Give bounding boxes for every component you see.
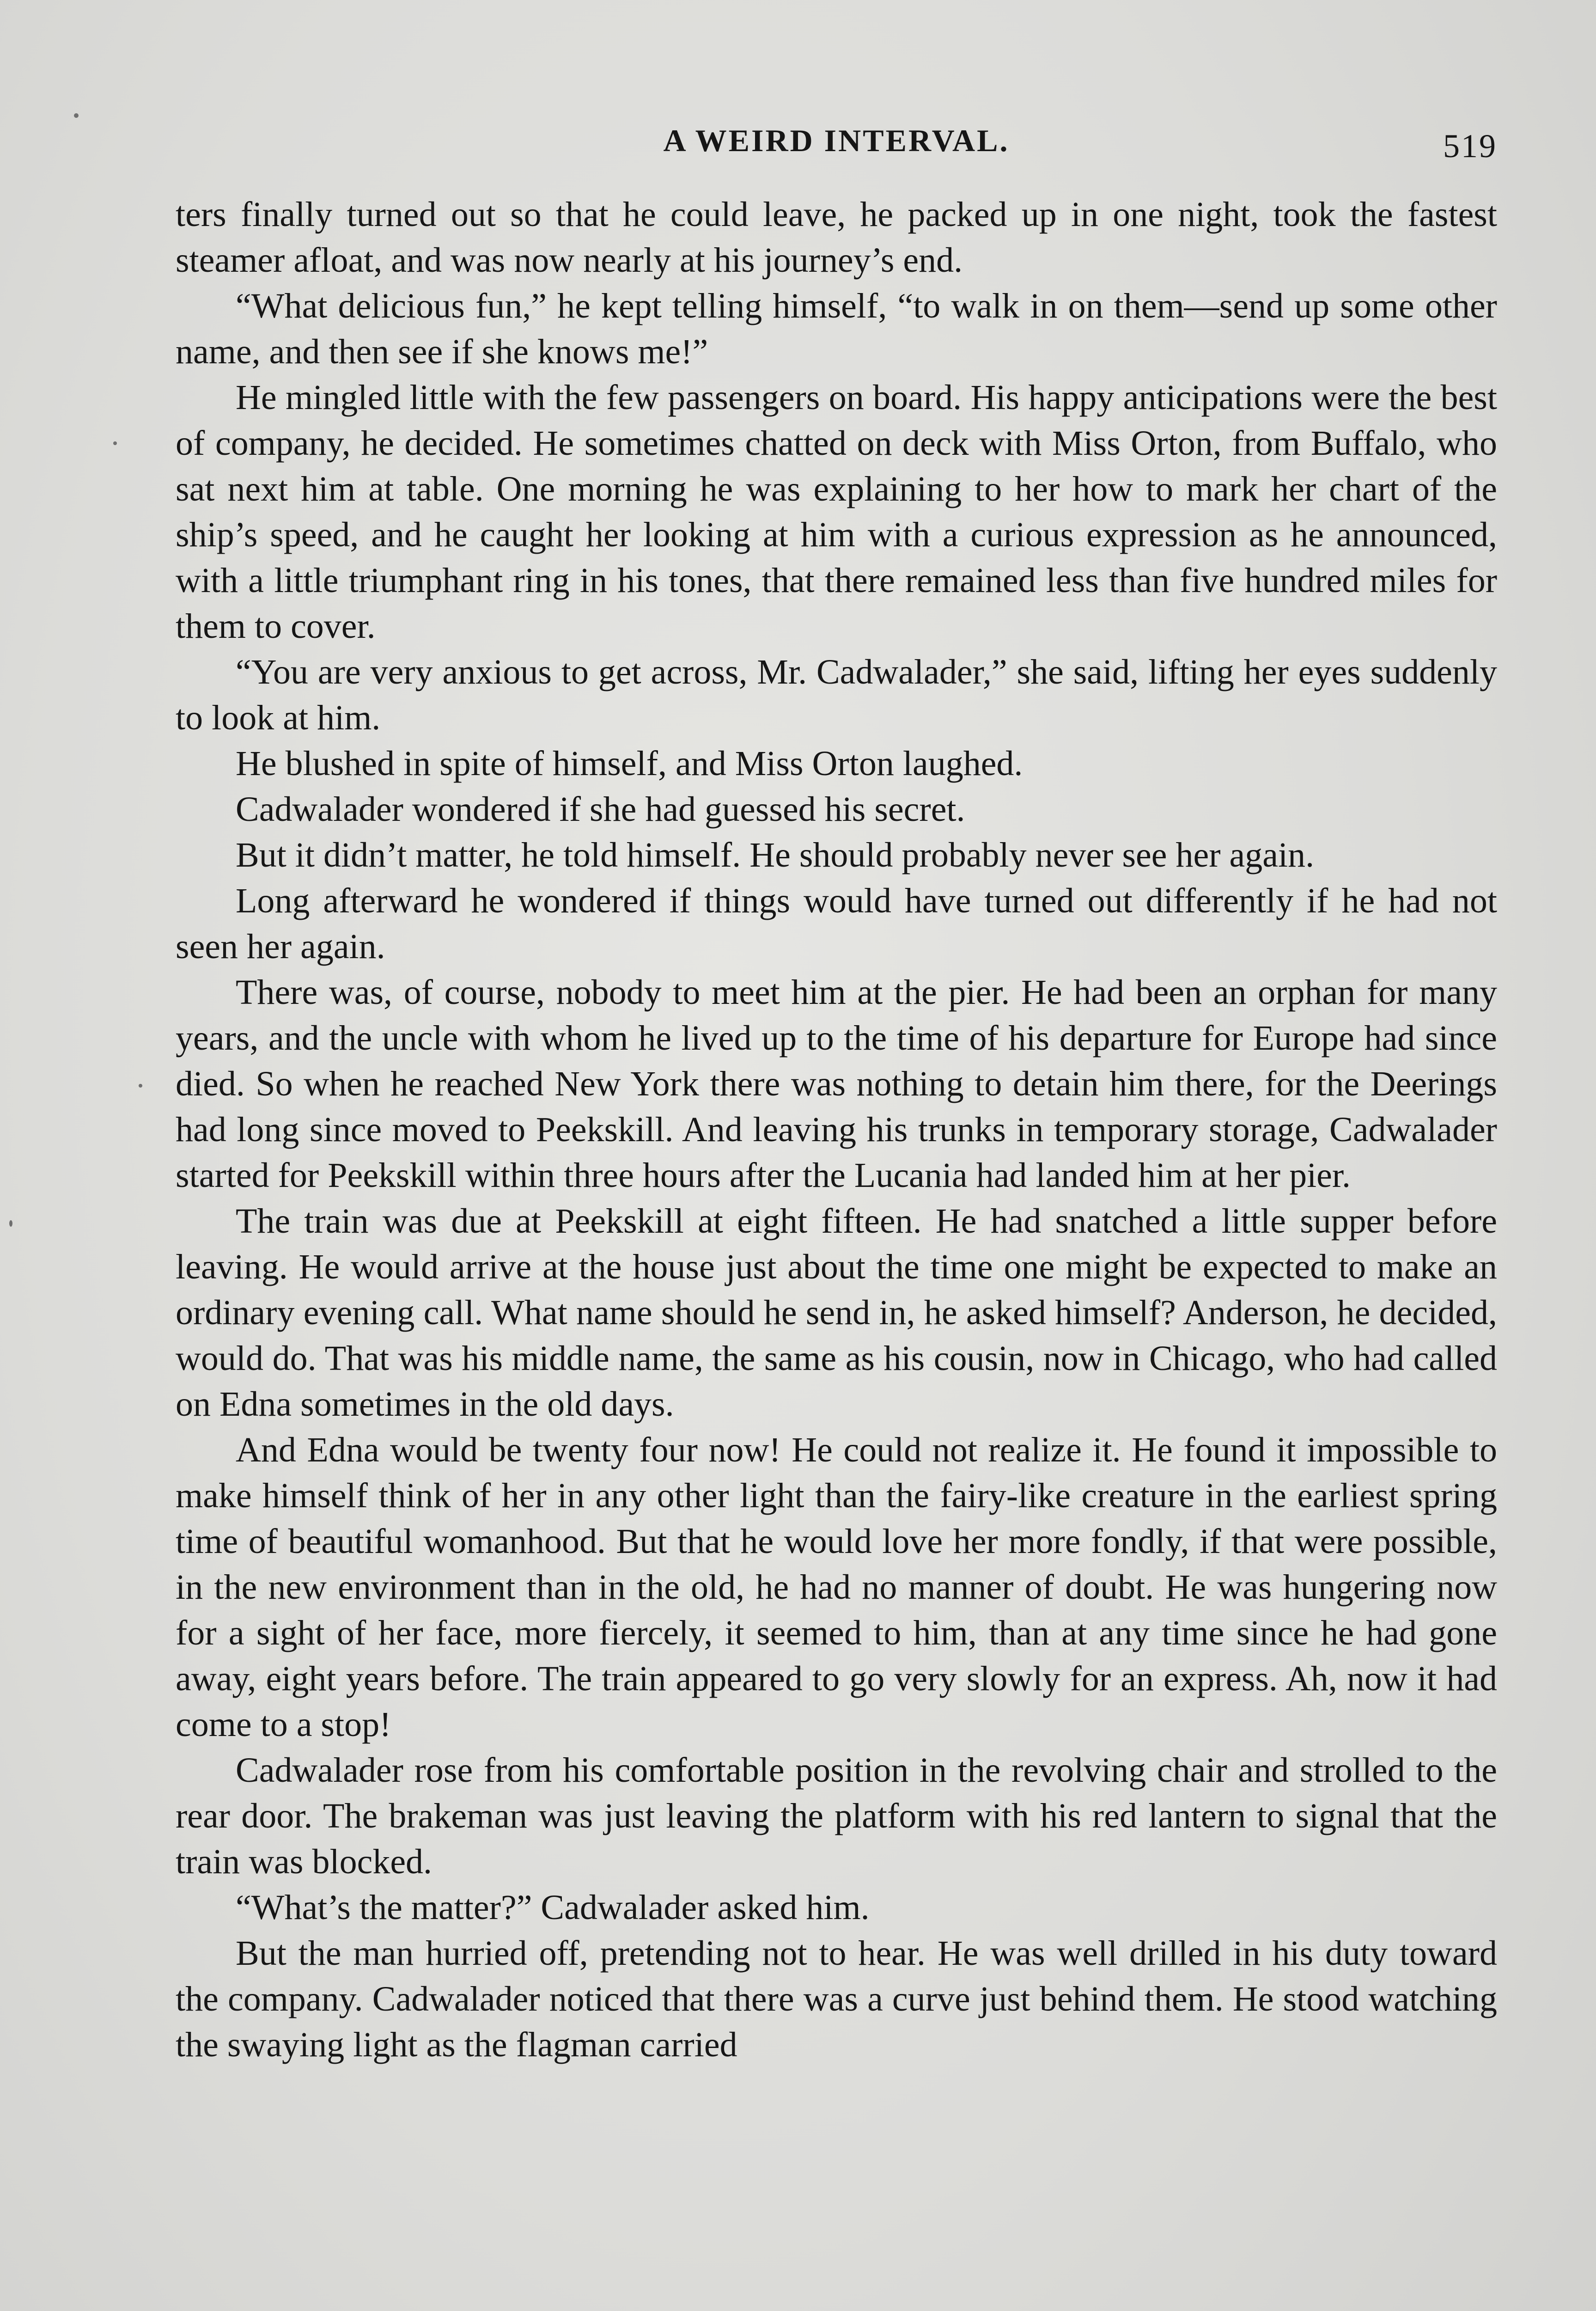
paragraph: “You are very anxious to get across, Mr. Cadwalader,” she said, lifting her eyes suddenly to look at him. [176, 653, 1497, 737]
paragraph: But it didn’t matter, he told himself. He should probably never see her again. [236, 836, 1315, 874]
paragraph: Cadwalader rose from his comfortable position in the revolving chair and strolled to the rear door. The brakeman was just leaving the platform with his red lantern to signal that the train was blocked. [176, 1751, 1497, 1881]
print-speck [113, 441, 117, 445]
print-speck [139, 1084, 142, 1088]
paragraph: And Edna would be twenty four now! He could not realize it. He found it impossible to make himself think of her in any other light than the fairy-like creature in the earliest spring time of beautiful womanhood. But that he would love her more fondly, if that were possible, in the new environment than in the old, he had no manner of doubt. He was hungering now for a sight of her face, more fiercely, it seemed to him, than at any time since he had gone away, eight years before. The train appeared to go very slowly for an express. Ah, now it had come to a stop! [176, 1431, 1497, 1744]
paragraph: ters finally turned out so that he could leave, he packed up in one night, took the fastest steamer afloat, and was now nearly at his journey’s end. [176, 195, 1497, 280]
paragraph: He mingled little with the few passengers on board. His happy anticipations were the best of company, he decided. He sometimes chatted on deck with Miss Orton, from Buffalo, who sat next him at table. One morning he was explaining to her how to mark her chart of the ship’s speed, and he caught her looking at him with a curious expression as he announced, with a little triumphant ring in his tones, that there remained less than five hundred miles for them to cover. [176, 378, 1497, 646]
paragraph: But the man hurried off, pretending not to hear. He was well drilled in his duty toward the company. Cadwalader noticed that there was a curve just behind them. He stood watching the swaying light as the flagman carried [176, 1934, 1497, 2064]
page-header [176, 118, 1497, 169]
paragraph: Cadwalader wondered if she had guessed his secret. [236, 790, 965, 829]
running-title: A WEIRD INTERVAL. [663, 123, 1010, 158]
paragraph: “What’s the matter?” Cadwalader asked him. [236, 1888, 870, 1927]
paragraph: He blushed in spite of himself, and Miss Orton laughed. [236, 744, 1023, 783]
print-speck [74, 113, 79, 118]
body-text [176, 192, 1497, 2068]
page-number: 519 [1443, 128, 1497, 165]
print-speck [9, 1220, 12, 1227]
paragraph: The train was due at Peekskill at eight fifteen. He had snatched a little supper before leaving. He would arrive at the house just about the time one might be expected to make an ordinary evening call. What name should he send in, he asked himself? Anderson, he decided, would do. That was his middle name, the same as his cousin, now in Chicago, who had called on Edna sometimes in the old days. [176, 1202, 1497, 1424]
paragraph: Long afterward he wondered if things would have turned out differently if he had not seen her again. [176, 881, 1497, 966]
paragraph: “What delicious fun,” he kept telling himself, “to walk in on them—send up some other name, and then see if she knows me!” [176, 287, 1497, 371]
paragraph: There was, of course, nobody to meet him at the pier. He had been an orphan for many years, and the uncle with whom he lived up to the time of his departure for Europe had since died. So when he reached New York there was nothing to detain him there, for the Deerings had long since moved to Peekskill. And leaving his trunks in temporary storage, Cadwalader started for Peekskill within three hours after the Lucania had landed him at her pier. [176, 973, 1497, 1195]
